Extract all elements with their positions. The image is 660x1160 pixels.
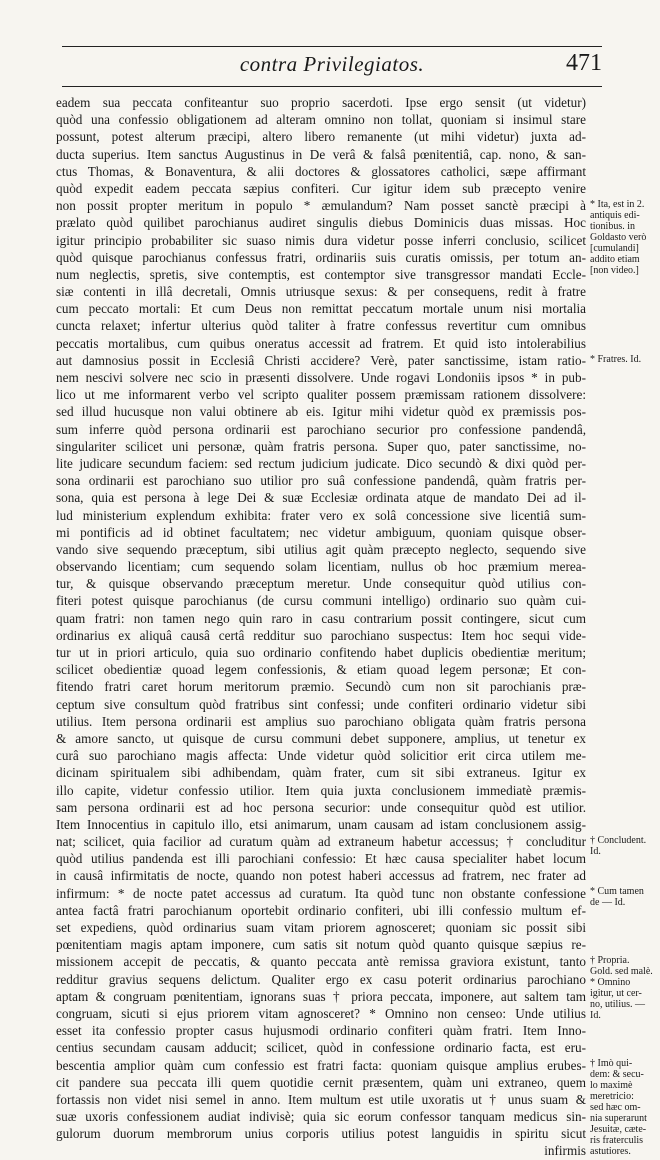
- text-line: lico ut me informarent verbo vel scripto qualiter possem præmissam rationem dissolvere:: [56, 387, 586, 403]
- text-line: infirmum: * de nocte patet accessus ad curatum. Ita quòd tunc non obstante confessione: [56, 885, 586, 901]
- text-line: nem nescivi solvere nec scio in præsenti dissolvere. Unde rogavi Londoniis ipsos * in pub-: [56, 370, 586, 385]
- text-line: vando sive sequendo præceptum, sibi utilius agit quàm præcepto neglecto, sequendo sive: [56, 541, 586, 557]
- margin-note: [590, 199, 658, 276]
- margin-note-line: Id.: [590, 1010, 601, 1021]
- text-line: & amore sancto, ut quisque de cursu communi debet supponere, amplius, ut tenetur ex: [56, 730, 586, 746]
- text-line: fiteri potest quisque parochianus (de cursu communi intelligo) ordinario suo quàm cui-: [56, 593, 586, 609]
- text-line: cuncta relaxet; infertur ulterius quòd taliter à fratre confessus revertitur cum omnibus: [56, 318, 586, 334]
- margin-note-line: tionibus. in: [590, 221, 636, 233]
- margin-note-line: ris fraterculis: [590, 1135, 644, 1147]
- text-line: congruam, sicuti si ejus priorem vitam agnosceret? * Omnino non censeo: Unde utilius: [56, 1005, 586, 1021]
- text-line: peccatis mortalibus, cum quibus oneratus accessit ad fratrem. Et quid isto intolerabilius: [56, 335, 586, 351]
- top-rule: [62, 46, 602, 47]
- margin-note-line: Id.: [590, 845, 601, 857]
- text-line: cit pandere sua peccata illi quem quotidie cernit præsentem, quàm uni extraneo, quem: [56, 1074, 586, 1090]
- text-line: fitendo fratri caret horum meritorum præmio. Secundò cum non sit parochianis præ-: [56, 679, 586, 695]
- text-line: sona, quia est persona à lege Dei & suæ Ecclesiæ ordinata atque de mandato Dei ad il-: [56, 490, 586, 506]
- text-line: redditur gravius sequens delictum. Qualiter ergo ex casu poterit ordinarius parochiano: [56, 971, 586, 987]
- text-line: lite judicare secundum faciem: sed rectum judicium judicate. Dico secundò & dixi quòd per-: [56, 455, 586, 471]
- text-line: centius secundam causam adducit; scilicet, quòd in confessione ordinario facta, est eru-: [56, 1040, 586, 1056]
- text-line: quòd una confessio obligationem ad alteram omnino non tollat, quoniam si insimul stare: [56, 112, 586, 128]
- text-line: set expediens, quòd ordinarius suam vitam priorem agnosceret; quoniam sic possit sibi: [56, 920, 586, 935]
- margin-note: [590, 955, 658, 1021]
- running-title: contra Privilegiatos.: [239, 52, 425, 76]
- text-line: tur ut in priori articulo, quia suo ordinario confitendo habet duplicis obedientiæ meritum;: [56, 645, 586, 660]
- margin-note-line: sed hæc om-: [590, 1102, 641, 1114]
- margin-note: [590, 1058, 658, 1157]
- text-line: quòd expedit eadem peccata sæpius confiteri. Cur igitur idem sub præcepto venire: [56, 180, 586, 196]
- text-line: observando licentiam; cum sequendo solam licentiam, nullus ob hoc præmium merea-: [56, 559, 586, 575]
- margin-note-line: [non video.]: [590, 265, 639, 277]
- text-line: infirmis: [544, 1143, 586, 1159]
- text-line: sed illud hucusque non valui obtinere ab eis. Igitur mihi videtur quòd ex præmissis pos-: [56, 404, 586, 420]
- text-line: illo capite, videtur confessio utilior. Item quia juxta conclusionem immediatè præmis-: [56, 782, 586, 798]
- text-line: ceptum sive consultum quòd fratribus sint confessi; unde confiteri ordinario videtur sibi: [56, 696, 586, 712]
- body-text: [56, 94, 586, 1160]
- text-line: suæ uxoris confessionem audiat indivisè; quia sic eorum confessor tanquam medicus sin-: [56, 1109, 586, 1125]
- margin-note-line: * Fratres. Id.: [590, 353, 642, 365]
- text-line: ducta superius. Item sanctus Augustinus in De verâ & falsâ pœnitentiâ, cap. nono, & san-: [56, 146, 586, 162]
- text-line: prælato quòd quilibet parochianus audiret singulis diebus Dominicis duas missas. Hoc: [56, 215, 586, 231]
- text-line: utilius. Item persona ordinarii est amplius suo parochiano obligata quàm fratris persona: [56, 713, 586, 729]
- text-line: ctus Thomas, & Bonaventura, & alii doctores & glossatores catholici, sæpe affirmant: [56, 163, 586, 179]
- margin-note-line: * Omnino: [590, 977, 631, 988]
- margin-note-line: igitur, ut cer-: [590, 988, 642, 999]
- text-line: in causâ infirmitatis de nocte, quando non potest haberi accessus ad fratrem, nec frater ad: [56, 868, 586, 884]
- margin-note-line: de — Id.: [590, 897, 626, 909]
- margin-note-line: lo maximè: [590, 1080, 633, 1092]
- margin-note-line: no, utilius. —: [590, 999, 646, 1010]
- text-line: sam persona ordinarii est ad hoc persona securior: unde consequitur quòd est utilior.: [56, 799, 586, 815]
- text-line: aut damnosius possit in Ecclesiâ Christi accidere? Verè, pater sanctissime, istam ratio-: [56, 352, 586, 368]
- margin-note-line: Gold. sed malè.: [590, 966, 653, 977]
- margin-note-line: antiquis edi-: [590, 210, 640, 222]
- text-line: mi pontificis ad id obtinet facultatem; nec videtur ambiguum, quoniam quisque obser-: [56, 524, 586, 540]
- margin-note-line: Jesuitæ, cæte-: [590, 1124, 647, 1136]
- margin-note-line: addito etiam: [590, 254, 640, 266]
- text-line: igitur principio probabiliter sic suaso nimis dura videtur posse inferri conclusio, scilicet: [56, 232, 586, 248]
- text-line: tur, & quisque observando præceptum meretur. Unde consequitur quòd utilius con-: [56, 576, 586, 592]
- margin-note: [590, 835, 658, 857]
- margin-note-line: Goldasto verò: [590, 232, 647, 244]
- text-line: curâ suo parochiano magis affecta: Unde videtur quòd solicitior erit circa utilem me-: [56, 748, 586, 764]
- margin-note-line: † Concludent.: [590, 834, 647, 846]
- margin-note-line: [cumulandi]: [590, 243, 639, 255]
- text-line: pœnitentiam magis aptam imponere, cum satis sit notum quòd quanto quisque sæpius re-: [56, 937, 586, 953]
- text-line: singulariter scilicet uni personæ, quàm fratris persona. Super quo, pater sanctissime, no-: [56, 438, 586, 454]
- text-line: sona ordinarii est parochiano suo utilior pro suâ confessione pandendâ, quàm fratris per-: [56, 473, 586, 489]
- text-line: cum peccato mortali: Et cum Deus non remittat peccatum mortale unum nisi mortalia: [56, 301, 586, 317]
- text-line: aptam & congruam pœnitentiam, ignorans suas † priora peccata, imponere, aut saltem tam: [56, 988, 586, 1004]
- text-line: possunt, potest alterum præcipi, altero libero remanente (ut mihi videtur) juxta ad-: [56, 129, 586, 145]
- text-line: quam fratri: non tamen nego quin raro in casu contrarium possit contingere, sicut cum: [56, 610, 586, 626]
- margin-note-line: * Ita, est in 2.: [590, 199, 645, 211]
- header-rule: [62, 86, 602, 87]
- margin-note-line: † Propria.: [590, 955, 630, 966]
- margin-note-line: astutiores.: [590, 1146, 631, 1158]
- margin-note: [590, 886, 658, 908]
- text-line: quòd quisque parochianus confessus fratri, ordinariis suis curatis omissis, per totum an-: [56, 249, 586, 265]
- text-line: non possit propter meritum in populo * æmulandum? Nam posset sanctè præcipi à: [56, 198, 586, 214]
- text-line: eadem sua peccata confiteantur suo proprio sacerdoti. Ipse ergo sensit (ut videtur): [56, 95, 586, 110]
- text-line: lud ministerium explendum exhibita: frater vero ex solâ concessione sive licentiâ sum-: [56, 507, 586, 523]
- text-line: antea factâ fratri parochianum oportebit ordinario confiteri, ubi illi confessio multum ef-: [56, 902, 586, 918]
- text-line: esset ita confessio propter casus hujusmodi ordinario confiteri quàm fratri. Item Inno-: [56, 1023, 586, 1039]
- margin-note-line: * Cum tamen: [590, 886, 644, 898]
- text-line: bescentia amplior quàm cum confessio est fratri facta: quoniam quisque amplius erubes-: [56, 1057, 586, 1073]
- text-line: Item Innocentius in capitulo illo, etsi animarum, unam causam ad istam conclusionem assig-: [56, 816, 586, 832]
- margin-note: [590, 354, 658, 365]
- margin-note-line: † Imò qui-: [590, 1058, 633, 1070]
- margin-note-line: meretricio:: [590, 1091, 634, 1103]
- text-line: fortassis non videt nisi semel in anno. Item multum est utile uxoratis ut † unus suam &: [56, 1091, 586, 1107]
- text-line: sum inferre quòd persona ordinarii est parochiano securior pro confessione pandendâ,: [56, 421, 586, 437]
- text-line: scilicet obedientiæ quoad legem confessionis, & etiam quoad legem personæ; Et con-: [56, 662, 586, 678]
- margin-note-line: dem: & secu-: [590, 1069, 644, 1081]
- page-number: 471: [566, 50, 602, 76]
- text-line: quòd utilius pandenda est illi parochiani confessio: Et hæc causa specialiter habet locum: [56, 851, 586, 867]
- text-line: num neglectis, spretis, sive contemptis, est contemptor sive transgressor mandati Eccle-: [56, 266, 586, 282]
- text-line: gulorum duorum membrorum unius corporis utilius potest languidis in spiritu sicut: [56, 1126, 586, 1142]
- text-line: siæ contenti in illâ decretali, Omnis utriusque sexus: & per consequens, redit à fratre: [56, 284, 586, 300]
- page-header: [62, 50, 602, 86]
- text-line: nat; scilicet, quia facilior ad curatum quàm ad extraneum habetur accessus; † concluditur: [56, 834, 586, 850]
- text-line: missionem accepit de peccatis, & quanto peccata antè remissa graviora existunt, tanto: [56, 954, 586, 970]
- text-line: dicinam spiritualem sibi adhibendam, quàm frater, cum sit sibi extraneus. Igitur ex: [56, 765, 586, 781]
- margin-note-line: nia superarunt: [590, 1113, 647, 1125]
- text-line: ordinarius ex aliquâ causâ certâ redditur suo parochiano suspectus: Item hoc sequi vide-: [56, 627, 586, 643]
